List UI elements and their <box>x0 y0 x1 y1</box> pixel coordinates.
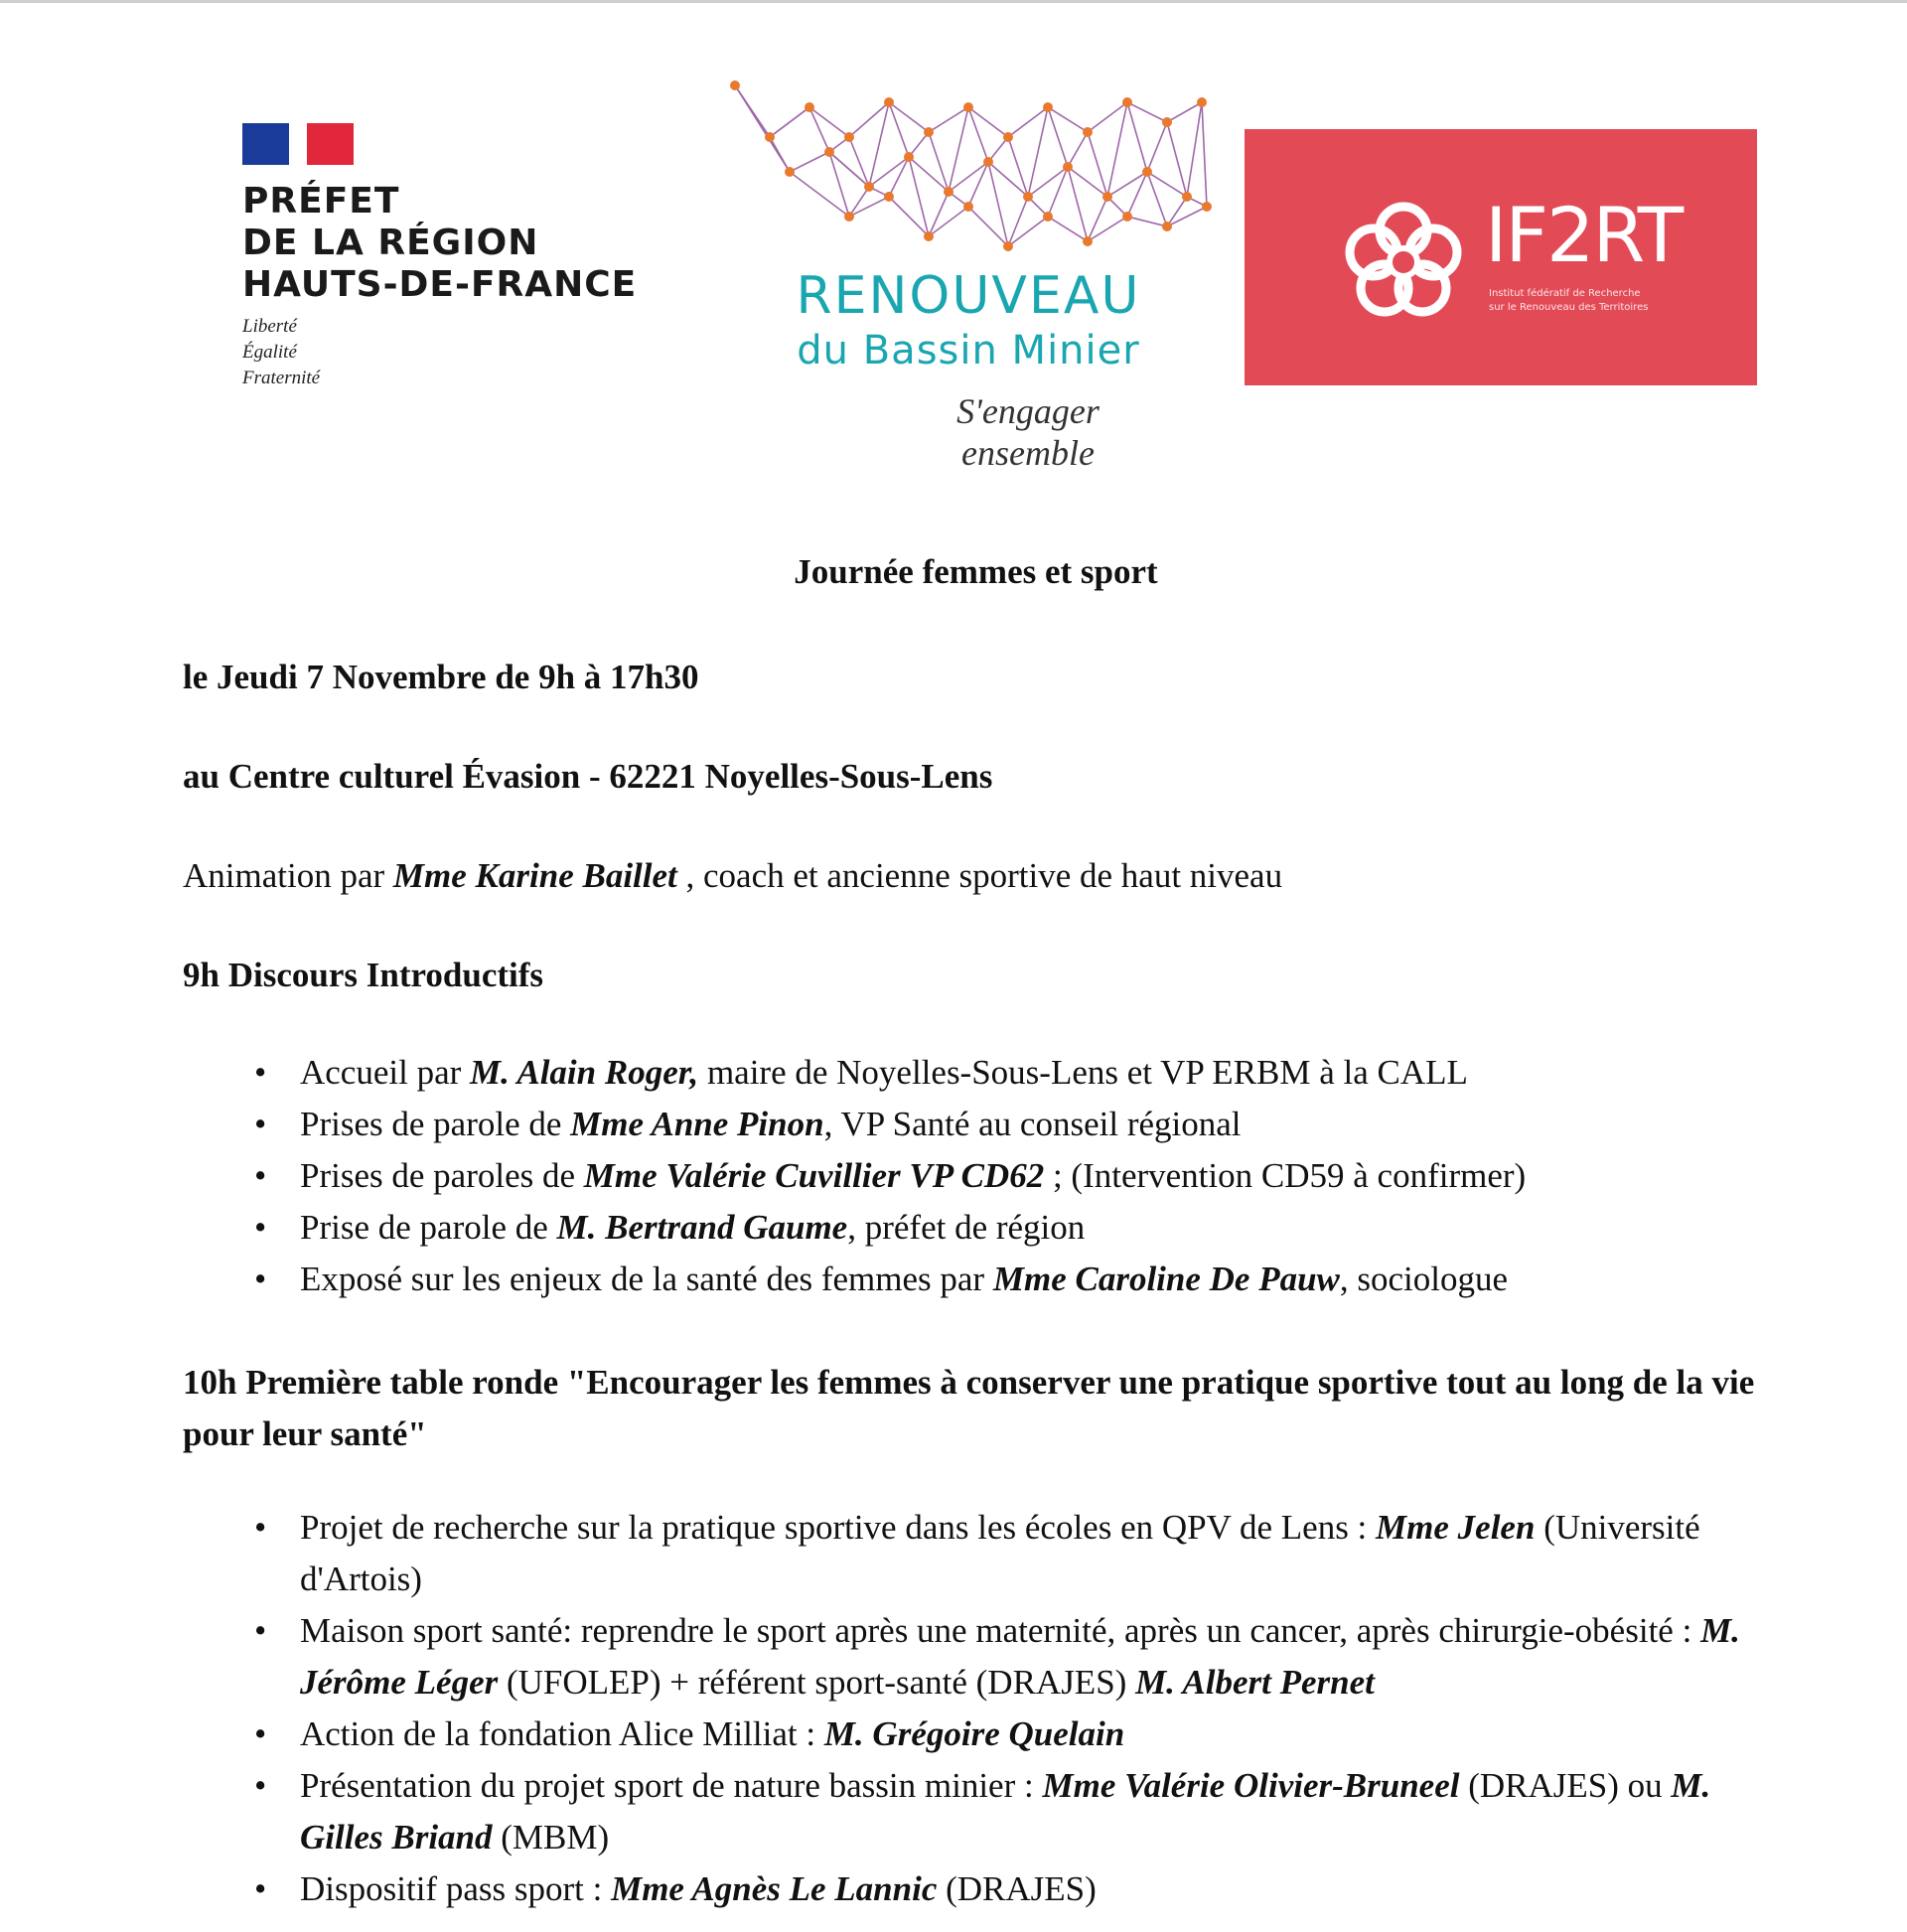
list-item: • Présentation du projet sport de nature bassin minier : Mme Valérie Olivier-Bruneel (DRAJES) ou M. Gilles Briand (MBM) <box>248 1760 1778 1863</box>
section-2-heading: 10h Première table ronde "Encourager les femmes à conserver une pratique sportive tout au long de la vie pour leur santé" <box>183 1363 1755 1453</box>
list-item: • Exposé sur les enjeux de la santé des femmes par Mme Caroline De Pauw, sociologue <box>248 1254 1778 1305</box>
list-item: • Prises de parole de Mme Anne Pinon, VP Santé au conseil régional <box>248 1099 1778 1150</box>
list-item: • Maison sport santé: reprendre le sport après une maternité, après un cancer, après chirurgie-obésité : M. Jérôme Léger (UFOLEP) + référent sport-santé (DRAJES) M. Albert Pernet <box>248 1605 1778 1709</box>
animation-suffix: , coach et ancienne sportive de haut niveau <box>685 856 1283 895</box>
document-title: Journée femmes et sport <box>794 552 1158 591</box>
list-item: • Prises de paroles de Mme Valérie Cuvillier VP CD62 ; (Intervention CD59 à confirmer) <box>248 1150 1778 1202</box>
network-graphic-icon <box>730 77 1217 266</box>
speaker-name: Mme Jelen <box>1376 1508 1536 1547</box>
if2rt-name: IF2RT <box>1485 191 1683 279</box>
speaker-name: M. Grégoire Quelain <box>823 1714 1125 1753</box>
page-top-border <box>0 0 1907 3</box>
list-item: • Projet de recherche sur la pratique sportive dans les écoles en QPV de Lens : Mme Jelen (Université d'Artois) <box>248 1502 1778 1605</box>
list-item: • Accueil par M. Alain Roger, maire de Noyelles-Sous-Lens et VP ERBM à la CALL <box>248 1047 1778 1099</box>
flower-icon <box>1344 201 1463 320</box>
if2rt-logo <box>1245 129 1757 385</box>
prefet-logo <box>242 123 660 411</box>
event-place: au Centre culturel Évasion - 62221 Noyelles-Sous-Lens <box>183 757 993 796</box>
renouveau-slogan: S'engager ensemble <box>956 391 1100 473</box>
section-1-heading: 9h Discours Introductifs <box>183 956 544 994</box>
devise-fraternite: Fraternité <box>242 368 321 388</box>
animation-prefix: Animation par <box>183 856 393 895</box>
speaker-name: M. Gilles Briand <box>300 1766 1711 1857</box>
speaker-name: M. Bertrand Gaume <box>556 1208 848 1247</box>
devise-liberte: Liberté <box>242 316 297 337</box>
section-2-list <box>248 1502 1778 1915</box>
devise-egalite: Égalité <box>242 342 297 363</box>
french-flag-icon <box>242 123 354 165</box>
speaker-name: M. Albert Pernet <box>1135 1663 1375 1702</box>
speaker-name: Mme Anne Pinon <box>570 1105 824 1143</box>
speaker-name: M. Alain Roger, <box>470 1053 699 1092</box>
renouveau-title: RENOUVEAU <box>796 266 1141 326</box>
event-date: le Jeudi 7 Novembre de 9h à 17h30 <box>183 658 699 696</box>
prefet-line-1: PRÉFET <box>242 181 400 222</box>
if2rt-tagline-2: sur le Renouveau des Territoires <box>1489 302 1649 313</box>
section-1-list <box>248 1047 1778 1305</box>
speaker-name: Mme Agnès Le Lannic <box>611 1869 938 1908</box>
list-item: • Dispositif pass sport : Mme Agnès Le Lannic (DRAJES) <box>248 1863 1778 1915</box>
if2rt-tagline-1: Institut fédératif de Recherche <box>1489 288 1641 299</box>
animation-line <box>183 850 1762 902</box>
speaker-name: Mme Valérie Olivier-Bruneel <box>1042 1766 1460 1805</box>
renouveau-logo <box>730 77 1217 473</box>
prefet-devise <box>242 314 660 391</box>
prefet-line-3: HAUTS-DE-FRANCE <box>242 264 638 305</box>
list-item: • Prise de parole de M. Bertrand Gaume, préfet de région <box>248 1202 1778 1254</box>
prefet-line-2: DE LA RÉGION <box>242 223 539 263</box>
animator-name: Mme Karine Baillet <box>392 856 686 895</box>
list-item: • Action de la fondation Alice Milliat : M. Grégoire Quelain <box>248 1709 1778 1760</box>
speaker-name: M. Jérôme Léger <box>300 1611 1740 1702</box>
renouveau-subtitle: du Bassin Minier <box>797 328 1140 373</box>
prefet-logo-text <box>242 181 660 306</box>
speaker-name: Mme Valérie Cuvillier VP CD62 <box>583 1156 1045 1195</box>
speaker-name: Mme Caroline De Pauw <box>992 1260 1340 1298</box>
